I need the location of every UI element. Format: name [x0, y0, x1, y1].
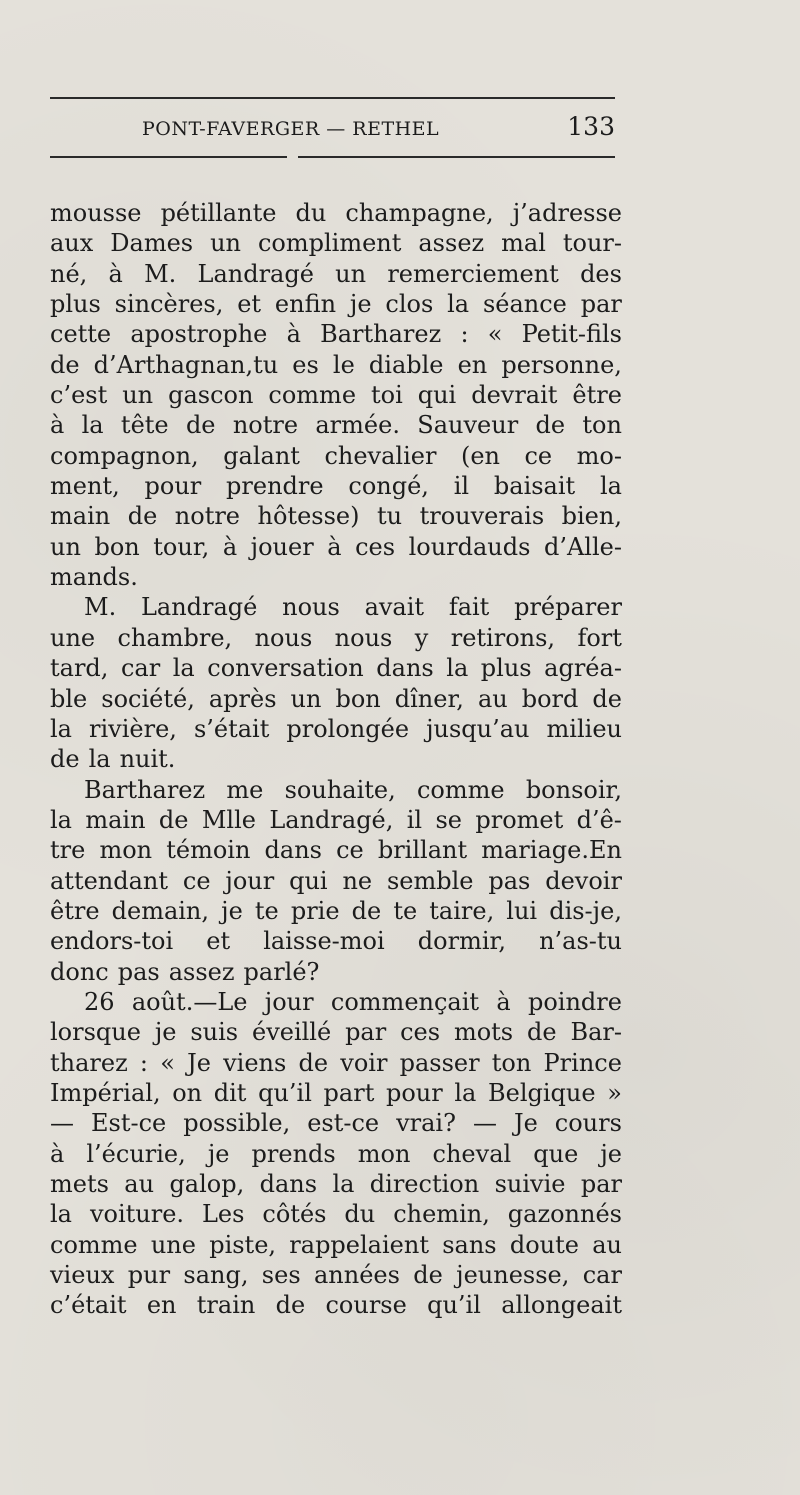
text-line: la main de Mlle Landragé, il se promet d’ê-	[50, 805, 622, 834]
text-line: à la tête de notre armée. Sauveur de ton	[50, 411, 622, 440]
header-rule-bottom-left	[50, 156, 287, 158]
text-line: la rivière, s’était prolongée jusqu’au milieu	[50, 714, 622, 743]
text-line: la voiture. Les côtés du chemin, gazonnés	[50, 1200, 622, 1229]
text-line: un bon tour, à jouer à ces lourdauds d’Alle-	[50, 532, 622, 561]
text-line: c’est un gascon comme toi qui devrait être	[50, 381, 622, 410]
text-line: cette apostrophe à Bartharez : « Petit-fils	[50, 320, 622, 349]
text-line: tharez : « Je viens de voir passer ton Prince	[50, 1048, 622, 1077]
running-title: PONT-FAVERGER — RETHEL	[142, 118, 440, 140]
header-rule-bottom-right	[298, 156, 615, 158]
text-line: né, à M. Landragé un remerciement des	[50, 259, 622, 288]
text-line: à l’écurie, je prends mon cheval que je	[50, 1139, 622, 1168]
text-line: tre mon témoin dans ce brillant mariage.En	[50, 836, 622, 865]
text-line: de la nuit.	[50, 745, 176, 774]
text-line: mets au galop, dans la direction suivie par	[50, 1170, 622, 1198]
text-line: 26 août.—Le jour commençait à poindre	[84, 987, 622, 1016]
text-line: ble société, après un bon dîner, au bord de	[50, 684, 622, 713]
running-head	[50, 112, 615, 146]
text-line: lorsque je suis éveillé par ces mots de Bar-	[50, 1018, 622, 1047]
text-line: main de notre hôtesse) tu trouverais bien,	[50, 502, 622, 531]
text-line: mousse pétillante du champagne, j’adresse	[50, 199, 622, 227]
text-line: de d’Arthagnan,tu es le diable en personne,	[50, 350, 622, 379]
text-line: plus sincères, et enfin je clos la séance par	[50, 290, 622, 319]
text-line: être demain, je te prie de te taire, lui dis-je,	[50, 896, 622, 925]
text-line: une chambre, nous nous y retirons, fort	[50, 623, 622, 652]
text-line: endors-toi et laisse-moi dormir, n’as-tu	[50, 927, 622, 956]
text-line: tard, car la conversation dans la plus agréa-	[50, 654, 622, 683]
text-line: comme une piste, rappelaient sans doute au	[50, 1230, 622, 1259]
text-line: attendant ce jour qui ne semble pas devoir	[50, 866, 622, 895]
header-rule-top	[50, 97, 615, 99]
text-line: Impérial, on dit qu’il part pour la Belgique »	[50, 1078, 622, 1107]
text-line: ment, pour prendre congé, il baisait la	[50, 472, 622, 501]
body-text	[50, 198, 622, 1321]
text-line: M. Landragé nous avait fait préparer	[84, 593, 622, 622]
text-line: Bartharez me souhaite, comme bonsoir,	[84, 775, 622, 804]
text-line: compagnon, galant chevalier (en ce mo-	[50, 441, 622, 470]
text-line: — Est-ce possible, est-ce vrai? — Je cours	[50, 1109, 622, 1138]
page-number: 133	[567, 112, 615, 141]
text-line: c’était en train de course qu’il allongeait	[50, 1291, 622, 1320]
text-line: vieux pur sang, ses années de jeunesse, car	[50, 1261, 622, 1290]
text-line: mands.	[50, 563, 138, 592]
text-line: donc pas assez parlé?	[50, 957, 320, 986]
text-line: aux Dames un compliment assez mal tour-	[50, 229, 622, 258]
